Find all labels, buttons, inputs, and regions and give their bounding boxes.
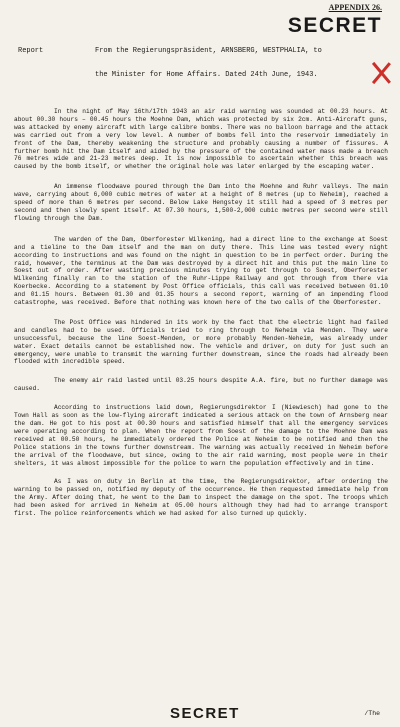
red-cross-mark-icon [370, 62, 392, 84]
secret-stamp-top: SECRET [287, 14, 382, 37]
secret-stamp-bottom: SECRET [170, 705, 240, 722]
report-body [14, 108, 388, 529]
appendix-label: APPENDIX 26. [328, 3, 382, 12]
paragraph-raid-end: The enemy air raid lasted until 03.25 hours despite A.A. fire, but no further damage was caused. [14, 377, 388, 393]
report-to-line: the Minister for Home Affairs. Dated 24th June, 1943. [95, 71, 318, 79]
page-continuation: /The [364, 710, 380, 717]
report-label: Report [18, 47, 44, 55]
paragraph-floodwave: An immense floodwave poured through the Dam into the Moehne and Ruhr valleys. The main wave, carrying about 6,000 cubic metres of water at a height of 8 metres (up to Neheim), reached a speed of more than 6 metres per second. Below Lake Hengstey it still had a speed of 3 metres per second and then slowly spent itself. At 07.30 hours, 1,500-2,000 cubic metres per second were still flowing through the Dam. [14, 183, 388, 222]
paragraph-warden: The warden of the Dam, Oberforester Wilkening, had a direct line to the exchange at Soest and a tieline to the Dam itself and the man on duty there. This line was tested every night according to instructions and was found on the night in question to be in perfect order. During the raid, however, the terminus at the Dam was destroyed by a direct hit and this put the main line to Soest out of order. After wasting precious minutes trying to get through to Soest, Oberforester Wilkening finally ran to the station of the Ruhr-Lippe Railway and got through from there via Koerbecke. According to a statement by Post Office officials, this call was received between 01.10 and 01.15 hours. Between 01.30 and 01.35 hours a second report, warning of an impending flood catastrophe, was received. Before that nothing was known here of the two calls of the Oberforester. [14, 235, 388, 307]
paragraph-berlin: As I was on duty in Berlin at the time, the Regierungsdirektor, after ordering the warning to be passed on, notified my deputy of the occurrence. He then requested immediate help from the Army. After doing that, he went to the Dam to inspect the damage on the spot. The troops which had been asked for arrived in Neheim at 05.00 hours although they had had to arrange transport first. The police reinforcements which we had asked for also turned up quickly. [14, 478, 388, 518]
paragraph-instructions: According to instructions laid down, Regierungsdirektor I (Niewiesch) had gone to the Town Hall as soon as the low-flying aircraft indicated a serious attack on the town of Arnsberg near the dam. He got to his post at 00.30 hours and satisfied himself that all the emergency services were operating according to plan. When the report from Soest of the damage to the Moehne Dam was received at 00.50 hours, he immediately ordered the Police at Neheim to be notified and then the Police stations in the towns further downstream. The warning was actually received in Neheim before the arrival of the floodwave, but since, owing to the air raid warning, most people were in their shelters, it was almost impossible for the police to warn the population effectively and in time. [14, 404, 388, 467]
paragraph-raid: In the night of May 16th/17th 1943 an air raid warning was sounded at 00.23 hours. At about 00.30 hours – 00.45 hours the Moehne Dam, which was protected by six 2cm. Anti-Aircraft guns, was attacked by enemy aircraft with large calibre bombs. There was no balloon barrage and the attack was carried out from a very low level. A number of bombs fell into the reservoir immediately in front of the Dam, thereby weakening the structure and probably causing a number of fissures. A further bomb hit the Dam itself and aided by the pressure of the contained water mass made a breach 76 metres wide and 21-23 metres deep. It is now impossible to ascertain whether this breach was caused by the bomb itself, or whether the original hole was later enlarged by the escaping water. [14, 108, 388, 171]
report-from-line: From the Regierungspräsident, ARNSBERG, WESTPHALIA, to [95, 47, 322, 55]
paragraph-post-office: The Post Office was hindered in its work by the fact that the electric light had failed and candles had to be used. Officials tried to ring through to Neheim via Menden. They were unsuccessful, because the line Soest-Menden, or more probably Menden-Neheim, was already under water. Exact details cannot be established now. The vehicle and driver, on duty for just such an emergency, were unable to transmit the warning further downstream, since the roads had already been flooded with incredible speed. [14, 318, 388, 366]
